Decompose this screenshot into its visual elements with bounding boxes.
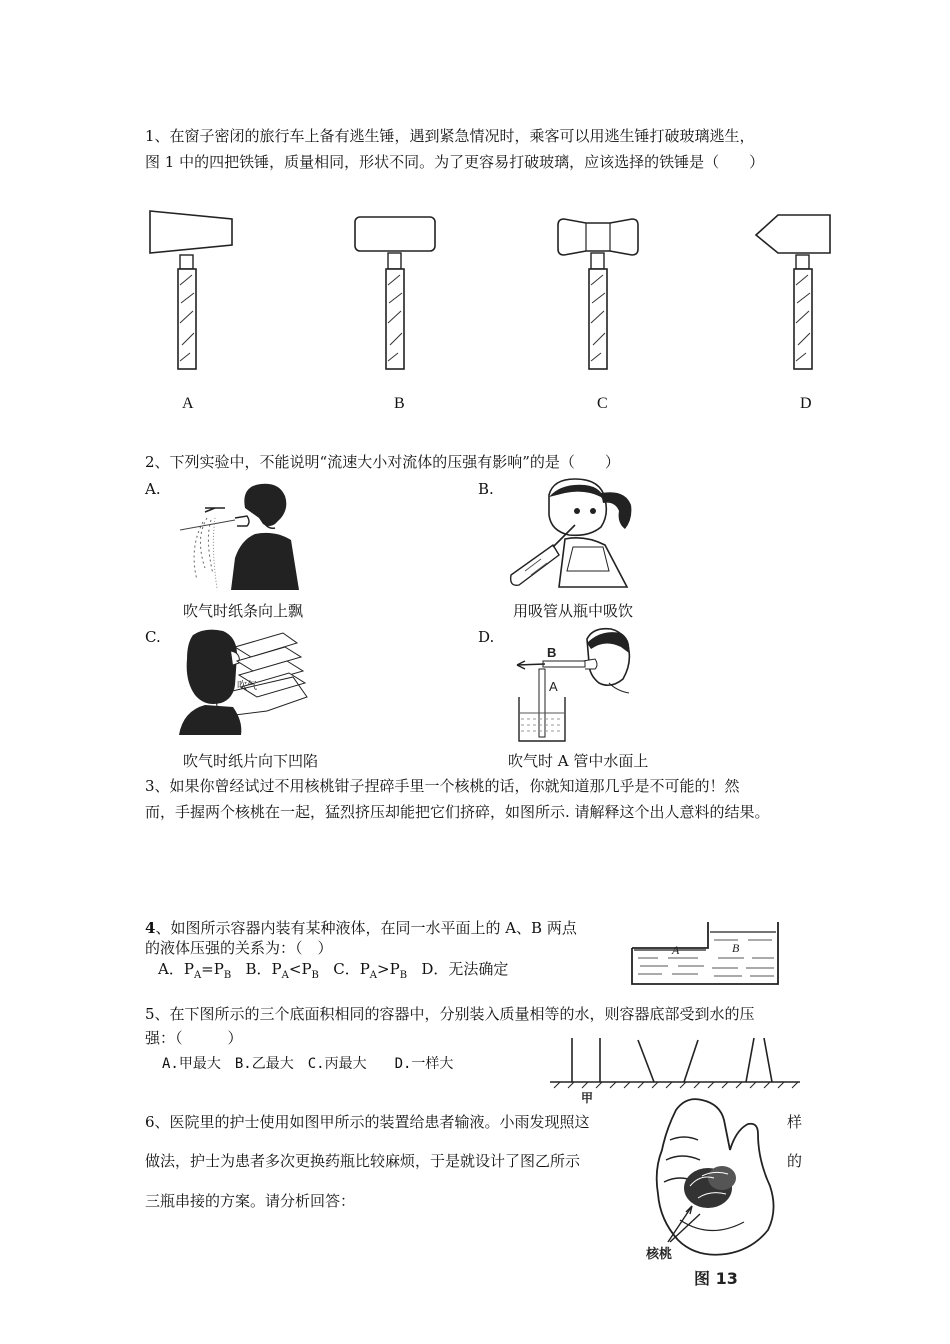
hammer-a-figure	[140, 205, 240, 375]
q5-fig-label-jia: 甲	[581, 1091, 594, 1105]
q1-line2: 图 1 中的四把铁锤，质量相同，形状不同。为了更容易打破玻璃，应该选择的铁锤是（ ）	[145, 153, 765, 171]
hammer-b-label: B	[394, 395, 405, 412]
q2-option-c-caption: 吹气时纸片向下凹陷	[183, 752, 319, 770]
q4-number: 4	[145, 919, 156, 937]
q4-option-a: A．$P_A=P_B$	[158, 960, 232, 981]
q4-container-figure	[628, 918, 783, 986]
q2-option-b-letter: B.	[478, 480, 494, 498]
q6-line2: 做法，护士为患者多次更换药瓶比较麻烦，于是就设计了图乙所示	[145, 1152, 581, 1170]
q6-line1: 6、医院里的护士使用如图甲所示的装置给患者输液。小雨发现照这	[145, 1113, 590, 1131]
q5-line2: 强：（ ）	[145, 1029, 243, 1047]
q2-figure-d-blowing-tube	[505, 625, 635, 745]
q5-line1: 5、在下图所示的三个底面积相同的容器中，分别装入质量相等的水，则容器底部受到水的压	[145, 1005, 755, 1023]
q6-line1-end: 样	[787, 1113, 803, 1131]
q2-d-label-b: B	[547, 645, 557, 660]
q4-option-c: C．$P_A>P_B$	[333, 960, 408, 981]
hammer-a-label: A	[182, 395, 194, 412]
q2-option-a-caption: 吹气时纸条向上飘	[183, 602, 304, 620]
q4-line2: 的液体压强的关系为：（ ）	[145, 939, 333, 957]
hammer-d-label: D	[800, 395, 812, 412]
q2-figure-a-blowing-paper-strip	[175, 478, 305, 593]
q6-line2-end: 的	[787, 1152, 803, 1170]
q2-option-d-caption: 吹气时 A 管中水面上	[508, 752, 649, 770]
q3-line2: 而，手握两个核桃在一起，猛烈挤压却能把它们挤碎，如图所示. 请解释这个出人意料的结果。	[145, 803, 770, 821]
walnut-label: 核桃	[646, 1247, 673, 1262]
q2-option-d-letter: D.	[478, 628, 495, 646]
hammer-c-figure	[548, 205, 648, 375]
walnut-hand-figure	[640, 1090, 785, 1290]
q2-figure-b-straw-drinking	[505, 475, 645, 593]
q2-figure-c-blowing-paper-sheets	[175, 625, 310, 735]
q2-option-c-letter: C.	[145, 628, 161, 646]
q2-c-blow-text: 吹气	[237, 681, 257, 692]
figure-13-caption: 图 13	[694, 1269, 738, 1288]
q4-fig-label-a: A	[672, 943, 680, 957]
q3-line1: 3、如果你曾经试过不用核桃钳子捏碎手里一个核桃的话，你就知道那几乎是不可能的！然	[145, 777, 740, 795]
q1-line1: 1、在窗子密闭的旅行车上备有逃生锤，遇到紧急情况时，乘客可以用逃生锤打破玻璃逃生，	[145, 127, 755, 145]
q2-d-label-a: A	[549, 679, 558, 694]
q6-line3: 三瓶串接的方案。请分析回答：	[145, 1192, 356, 1210]
q2-stem: 2、下列实验中，不能说明“流速大小对流体的压强有影响”的是（ ）	[145, 453, 620, 471]
q2-option-b-caption: 用吸管从瓶中吸饮	[513, 602, 634, 620]
q2-option-a-letter: A.	[145, 480, 161, 498]
q4-option-d: D．无法确定	[421, 960, 509, 978]
hammer-d-figure	[750, 205, 850, 375]
q4-line1-text: 、如图所示容器内装有某种液体，在同一水平面上的 A、B 两点	[155, 919, 577, 937]
q4-options	[158, 955, 508, 990]
hammer-c-label: C	[597, 395, 608, 412]
q5-options: A.甲最大 B.乙最大 C.丙最大 D.一样大	[162, 1056, 454, 1072]
q4-fig-label-b: B	[732, 941, 740, 955]
hammer-b-figure	[345, 205, 445, 375]
q4-option-b: B．$P_A<P_B$	[245, 960, 319, 981]
